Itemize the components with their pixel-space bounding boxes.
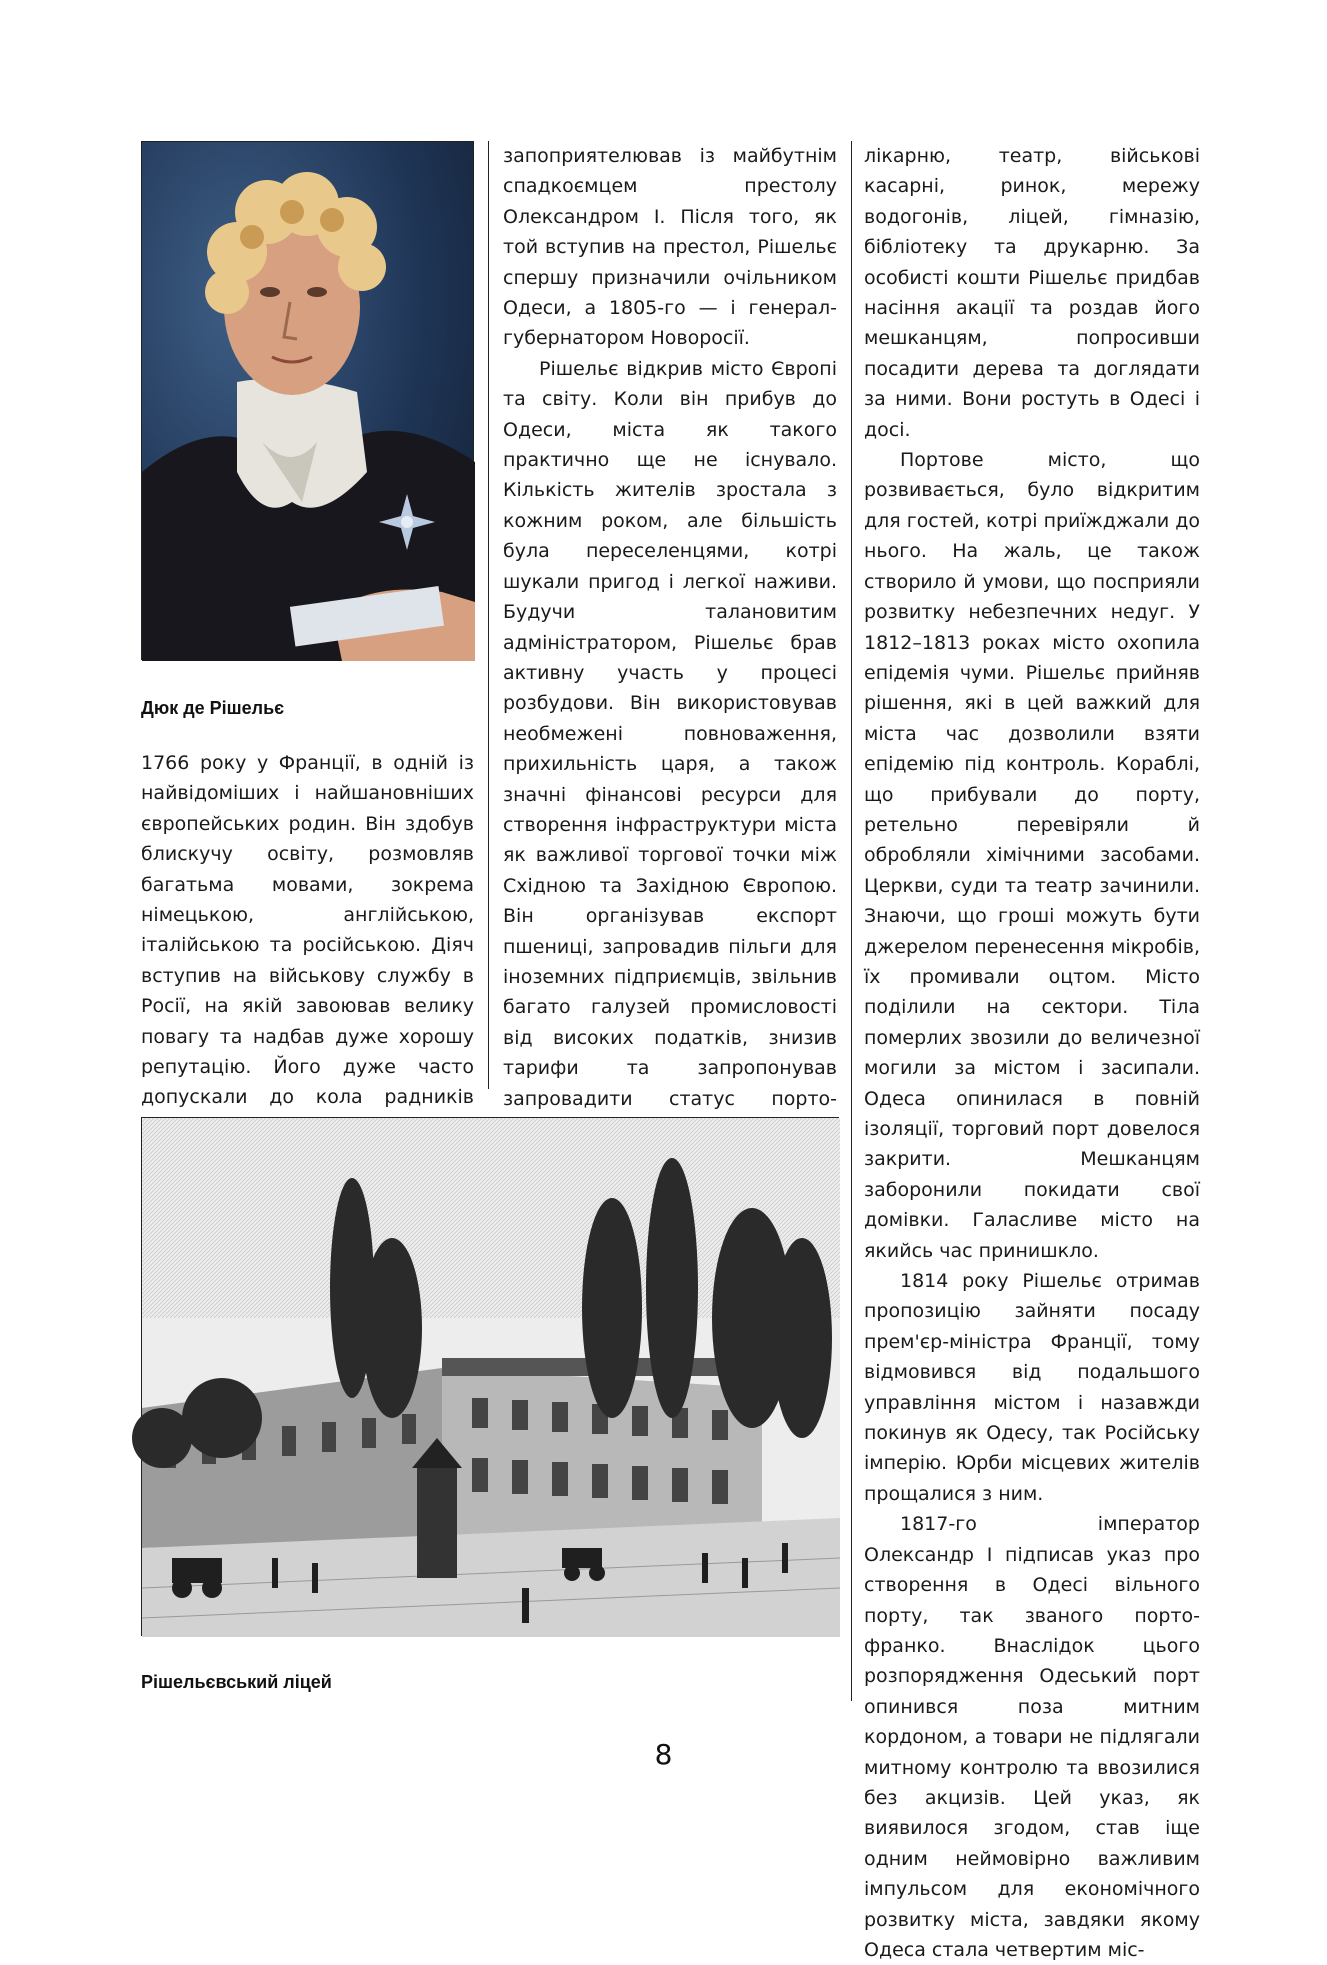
paragraph: лікарню, театр, військові касарні, ринок, мережу водогонів, ліцей, гімназію, бібліотеку та друкарню. За особисті кошти Рішельє придбав насіння акації та роздав його мешканцям, попросивши посадити дерева та доглядати за ними. Вони ростуть в Одесі і досі. — [864, 145, 1200, 441]
paragraph: Портове місто, що розвивається, було відкритим для гостей, котрі приїжджали до нього. На жаль, це також створило й умови, що посприяли розвитку небезпечних недуг. У 1812–1813 роках місто охопила епідемія чуми. Рішельє прийняв рішення, які в цей важкий для міста час дозволили взяти епідемію під контроль. Кораблі, що прибували до порту, ретельно перевіряли й обробляли хімічними засобами. Церкви, суди та театр зачинили. Знаючи, що гроші можуть бути джерелом перенесення мікробів, їх промивали оцтом. Місто поділили на сектори. Тіла померлих звозили до величезної могили за містом і засипали. Одеса опинилася в повній ізоляції, торговий порт довелося закрити. Мешканцям заборонили покидати свої домівки. Галасливе місто на якийсь час принишкло. — [864, 449, 1200, 1262]
paragraph: запоприятелював із майбутнім спадкоємцем престолу Олександром I. Після того, як той вступив на престол, Рішельє спершу призначили очільником Одеси, а 1805-го — і генерал-губернатором Новоросії. — [503, 145, 837, 350]
portrait-caption: Дюк де Рішельє — [141, 698, 285, 718]
lyceum-caption: Рішельєвський ліцей — [141, 1672, 332, 1692]
portrait-illustration — [142, 142, 475, 661]
lyceum-image — [141, 1117, 839, 1636]
portrait-image — [141, 141, 474, 660]
paragraph: 1817-го імператор Олександр I підписав указ про створення в Одесі вільного порту, так званого порто-франко. Внаслідок цього розпорядження Одеський порт опинився поза митним кордоном, а товари не підлягали митному контролю та ввозилися без акцизів. Цей указ, як виявилося згодом, став іще одним неймовірно важливим імпульсом для економічного розвитку міста, завдяки якому Одеса стала четвертим міс- — [864, 1513, 1200, 1961]
text-column-3 — [864, 141, 1200, 1965]
column-divider — [851, 141, 852, 1701]
paragraph: 1814 року Рішельє отримав пропозицію зайняти посаду прем'єр-міністра Франції, тому відмовився від подальшого управління містом і назавжди покинув як Одесу, так Російську імперію. Юрби місцевих жителів прощалися з ним. — [864, 1270, 1200, 1505]
paragraph: 1766 року у Франції, в одній із найвідоміших і найшановніших європейських родин. Він здобув блискучу освіту, розмовляв багатьма мовами, зокрема німецькою, англійською, італійською та російською. Діяч вступив на військову службу в Росії, на якій завоював велику повагу та надбав дуже хорошу репутацію. Його дуже часто допускали до кола радників — [141, 752, 474, 1109]
paragraph: Рішельє відкрив місто Європі та світу. Коли він прибув до Одеси, міста як такого практично ще не існувало. Кількість жителів зростала з кожним роком, але більшість була переселенцями, котрі шукали пригод і легкої наживи. Будучи талановитим адміністратором, Рішельє брав активну участь у процесі розбудови. Він використовував необмежені повноваження, прихильність царя, а також значні фінансові ресурси для створення інфраструктури міста як важливої торгової точки між Східною та Західною Європою. Він організував експорт пшениці, запровадив пільги для іноземних підприємців, звільнив багато галузей промисловості від високих податків, знизив тарифи та запропонував запровадити статус порто- — [503, 357, 837, 1110]
column-divider — [488, 141, 489, 1089]
page-number: 8 — [654, 1738, 673, 1771]
lyceum-illustration — [142, 1118, 840, 1637]
text-column-1 — [141, 748, 474, 1143]
text-column-2 — [503, 141, 837, 1266]
